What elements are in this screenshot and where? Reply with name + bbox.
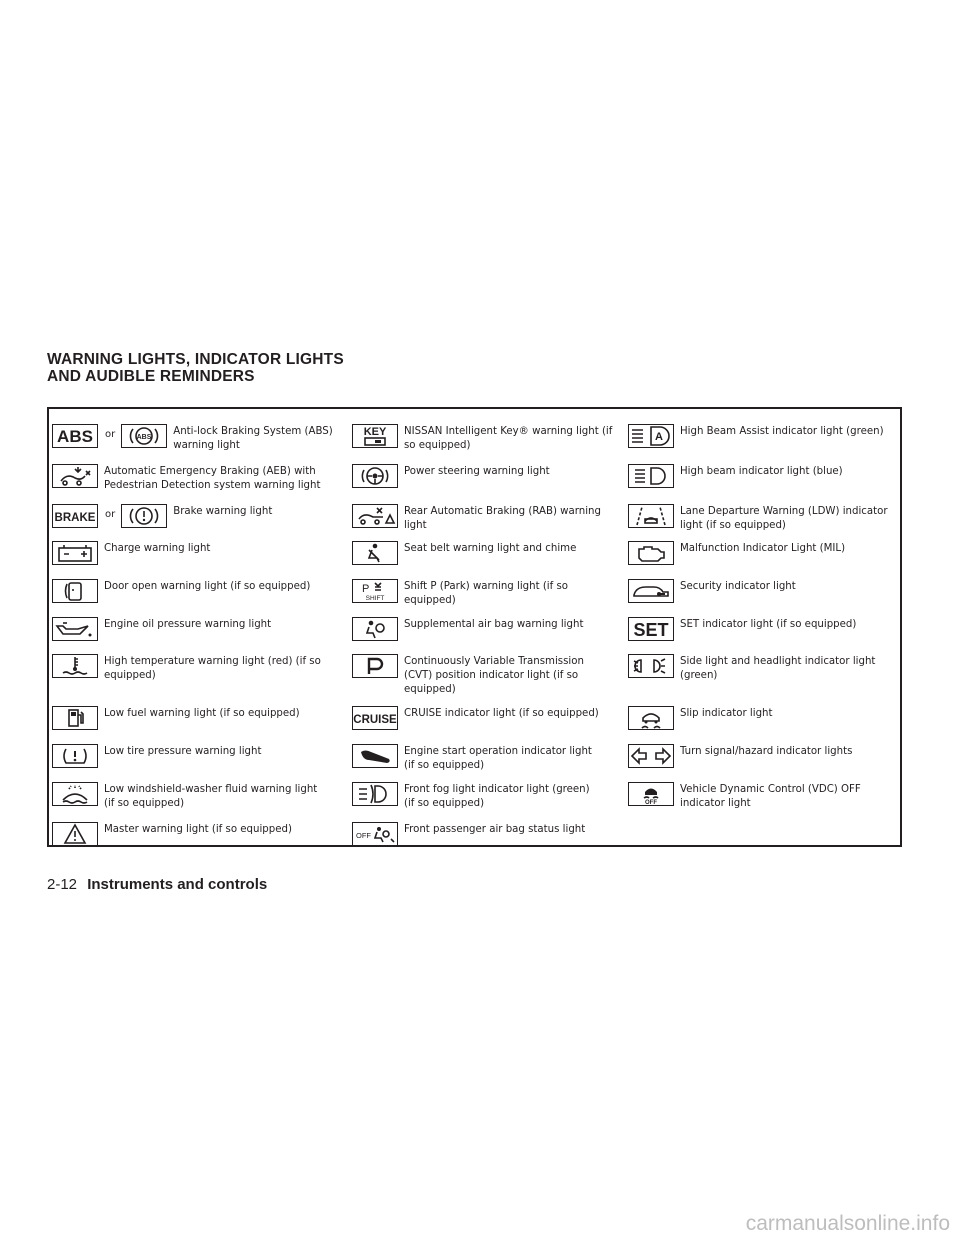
master-warning-icon	[52, 822, 98, 846]
light-label-line: light	[404, 520, 427, 531]
light-label-line: Side light and headlight indicator light	[680, 656, 876, 667]
light-entry	[52, 610, 352, 647]
light-entry	[628, 497, 900, 535]
aeb-icon	[52, 464, 98, 488]
light-label	[404, 465, 550, 479]
light-label	[404, 425, 612, 453]
light-label-line: Shift P (Park) warning light (if so	[404, 581, 568, 592]
light-label-line: Engine oil pressure warning light	[104, 619, 272, 630]
light-label	[404, 580, 568, 608]
light-label-line: (if so equipped)	[104, 798, 185, 809]
light-entry	[628, 737, 900, 775]
light-label	[680, 707, 773, 721]
svg-text:OFF: OFF	[645, 800, 657, 805]
temperature-icon	[52, 654, 98, 678]
light-entry	[352, 610, 628, 647]
table-row	[49, 775, 900, 815]
light-label	[104, 618, 271, 632]
light-entry	[628, 610, 900, 647]
chapter-title: Instruments and controls	[87, 876, 268, 893]
light-label	[680, 618, 856, 632]
table-row	[49, 815, 900, 843]
table-row	[49, 417, 900, 457]
light-label-line: Seat belt warning light and chime	[404, 543, 577, 554]
light-entry	[628, 775, 900, 815]
svg-text:CRUISE: CRUISE	[353, 714, 397, 726]
light-label	[104, 655, 321, 683]
seat-belt-icon	[352, 541, 398, 565]
light-entry	[52, 815, 352, 843]
passenger-airbag-off-icon	[352, 822, 398, 846]
svg-text:P: P	[362, 583, 370, 595]
slip-icon	[628, 706, 674, 730]
light-label	[104, 707, 300, 721]
light-label	[104, 823, 292, 837]
svg-text:A: A	[655, 431, 663, 443]
light-label-line: Master warning light (if so equipped)	[104, 824, 292, 835]
light-label-line: High temperature warning light (red) (if so	[104, 656, 321, 667]
svg-text:ABS: ABS	[57, 427, 93, 446]
light-entry	[52, 417, 352, 457]
light-label-line: Security indicator light	[680, 581, 796, 592]
light-label-line: Rear Automatic Braking (RAB) warning	[404, 506, 601, 517]
light-label-line: Turn signal/hazard indicator lights	[680, 746, 853, 757]
light-label	[680, 505, 888, 533]
high-beam-icon	[628, 464, 674, 488]
svg-text:KEY: KEY	[363, 426, 387, 438]
light-label-line: Continuously Variable Transmission	[404, 656, 584, 667]
section-title-line-1: WARNING LIGHTS, INDICATOR LIGHTS	[47, 351, 344, 368]
light-label-line: Brake warning light	[173, 506, 273, 517]
light-label	[680, 465, 843, 479]
light-label	[104, 465, 320, 493]
warning-lights-table	[47, 407, 902, 847]
svg-text:SET: SET	[633, 620, 669, 640]
light-label	[404, 655, 584, 697]
light-label	[173, 505, 272, 519]
light-label-line: (if so equipped)	[404, 798, 485, 809]
page-number: 2-12	[47, 876, 78, 893]
light-label	[680, 783, 861, 811]
light-entry	[352, 699, 628, 737]
light-label-line: equipped)	[404, 595, 456, 606]
light-label	[104, 783, 317, 811]
light-label-line: NISSAN Intelligent Key® warning light (if	[404, 426, 613, 437]
watermark: carmanualsonline.info	[745, 1212, 950, 1235]
light-label-line: (green)	[680, 670, 718, 681]
section-title	[47, 351, 344, 385]
table-row	[49, 737, 900, 775]
light-label-line: SET indicator light (if so equipped)	[680, 619, 857, 630]
table-row	[49, 497, 900, 535]
table-row	[49, 647, 900, 699]
light-label-line: Power steering warning light	[404, 466, 550, 477]
svg-text:BRAKE: BRAKE	[54, 512, 96, 524]
light-label	[404, 707, 599, 721]
light-label-line: warning light	[173, 440, 240, 451]
light-entry	[52, 572, 352, 610]
light-label-line: equipped)	[104, 670, 156, 681]
light-label-line: High Beam Assist indicator light (green)	[680, 426, 884, 437]
security-car-icon	[628, 579, 674, 603]
brake-circle-icon	[121, 504, 167, 528]
light-entry	[628, 699, 900, 737]
light-label	[104, 745, 261, 759]
light-entry	[352, 815, 628, 843]
light-entry	[352, 417, 628, 457]
light-label-line: Anti-lock Braking System (ABS)	[173, 426, 333, 437]
light-label	[404, 745, 592, 773]
section-title-line-2: AND AUDIBLE REMINDERS	[47, 368, 255, 385]
light-label-line: Front fog light indicator light (green)	[404, 784, 590, 795]
light-label-line: Malfunction Indicator Light (MIL)	[680, 543, 846, 554]
air-bag-icon	[352, 617, 398, 641]
light-label-line: Slip indicator light	[680, 708, 773, 719]
light-label-line: Engine start operation indicator light	[404, 746, 592, 757]
light-label-line: Front passenger air bag status light	[404, 824, 586, 835]
light-entry	[352, 572, 628, 610]
washer-fluid-icon	[52, 782, 98, 806]
or-text: or	[105, 429, 116, 440]
engine-icon	[628, 541, 674, 565]
light-label-line: (if so equipped)	[404, 760, 485, 771]
high-beam-assist-icon	[628, 424, 674, 448]
light-entry	[52, 699, 352, 737]
light-entry	[52, 534, 352, 572]
light-label-line: Supplemental air bag warning light	[404, 619, 584, 630]
light-entry	[52, 457, 352, 497]
light-entry	[628, 534, 900, 572]
light-entry	[52, 737, 352, 775]
cruise-text-icon	[352, 706, 398, 730]
vdc-off-icon	[628, 782, 674, 806]
light-entry	[52, 497, 352, 535]
table-row	[49, 610, 900, 647]
light-label	[680, 580, 796, 594]
light-label	[104, 542, 210, 556]
side-light-icon	[628, 654, 674, 678]
front-fog-icon	[352, 782, 398, 806]
light-entry	[352, 497, 628, 535]
light-label	[404, 823, 585, 837]
set-text-icon	[628, 617, 674, 641]
light-entry	[52, 647, 352, 699]
light-entry	[628, 457, 900, 497]
fuel-pump-icon	[52, 706, 98, 730]
light-entry	[628, 572, 900, 610]
rab-icon	[352, 504, 398, 528]
tire-pressure-icon	[52, 744, 98, 768]
light-label	[173, 425, 332, 453]
oil-can-icon	[52, 617, 98, 641]
table-row	[49, 572, 900, 610]
light-label-line: Door open warning light (if so equipped)	[104, 581, 311, 592]
light-label-line: Low tire pressure warning light	[104, 746, 262, 757]
light-label	[404, 505, 601, 533]
table-row	[49, 457, 900, 497]
table-row	[49, 534, 900, 572]
svg-text:ABS: ABS	[136, 434, 152, 441]
light-label	[680, 745, 852, 759]
or-text: or	[105, 509, 116, 520]
light-label	[680, 542, 845, 556]
light-entry	[52, 775, 352, 815]
light-entry	[352, 775, 628, 815]
light-entry	[352, 737, 628, 775]
light-label-line: equipped)	[404, 684, 456, 695]
light-label-line: indicator light	[680, 798, 751, 809]
light-label-line: Lane Departure Warning (LDW) indicator	[680, 506, 888, 517]
light-label-line: Low windshield-washer fluid warning light	[104, 784, 318, 795]
light-label	[680, 425, 884, 439]
light-label	[404, 542, 576, 556]
light-label	[404, 783, 590, 811]
light-label	[104, 580, 310, 594]
light-label-line: CRUISE indicator light (if so equipped)	[404, 708, 599, 719]
battery-icon	[52, 541, 98, 565]
abs-circle-icon	[121, 424, 167, 448]
table-row	[49, 699, 900, 737]
light-label	[404, 618, 583, 632]
light-label-line: light (if so equipped)	[680, 520, 786, 531]
light-label-line: Vehicle Dynamic Control (VDC) OFF	[680, 784, 861, 795]
light-label-line: Charge warning light	[104, 543, 211, 554]
svg-text:SHIFT: SHIFT	[365, 595, 385, 602]
svg-text:OFF: OFF	[356, 831, 371, 840]
cvt-p-icon	[352, 654, 398, 678]
door-open-icon	[52, 579, 98, 603]
light-label-line: so equipped)	[404, 440, 471, 451]
page-footer	[47, 876, 267, 893]
light-label-line: Low fuel warning light (if so equipped)	[104, 708, 300, 719]
light-label-line: (CVT) position indicator light (if so	[404, 670, 579, 681]
light-entry	[352, 457, 628, 497]
light-entry	[628, 647, 900, 699]
key-icon	[352, 424, 398, 448]
steering-wheel-icon	[352, 464, 398, 488]
ldw-icon	[628, 504, 674, 528]
light-label	[680, 655, 875, 683]
brake-text-icon	[52, 504, 98, 528]
light-label-line: Pedestrian Detection system warning light	[104, 480, 321, 491]
light-entry	[352, 534, 628, 572]
shift-p-icon	[352, 579, 398, 603]
abs-text-icon	[52, 424, 98, 448]
light-label-line: Automatic Emergency Braking (AEB) with	[104, 466, 316, 477]
push-start-icon	[352, 744, 398, 768]
light-entry	[352, 647, 628, 699]
light-entry	[628, 417, 900, 457]
turn-signal-icon	[628, 744, 674, 768]
light-label-line: High beam indicator light (blue)	[680, 466, 843, 477]
